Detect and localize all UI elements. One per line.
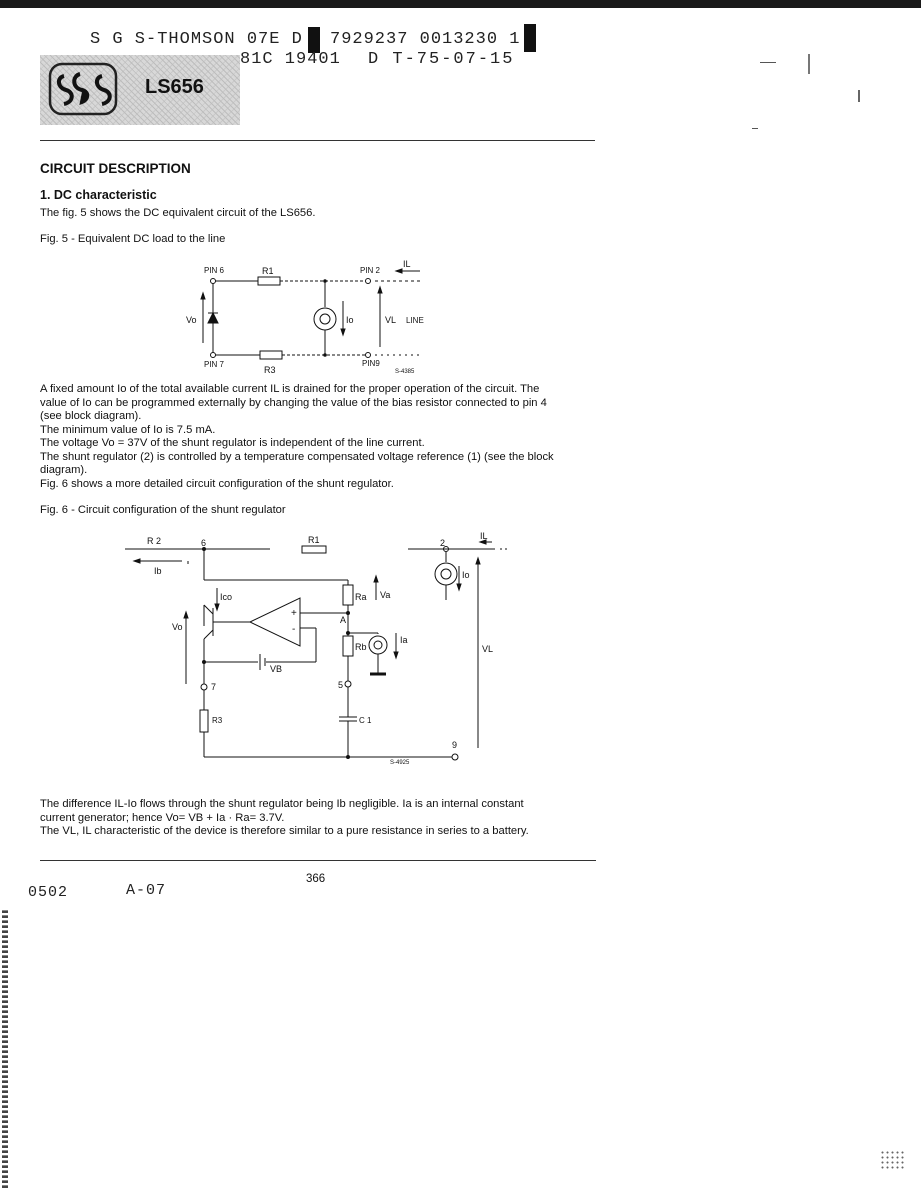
- footer-left-code: 0502: [28, 884, 69, 901]
- paragraph-1-line: value of Io can be programmed externally by changing the value of the bias resistor connected to pin 4: [40, 396, 547, 409]
- fig5-label-vo: Vo: [186, 315, 197, 325]
- scan-speck: [760, 62, 776, 63]
- fig5-label-r3: R3: [264, 365, 276, 375]
- subsection-title: 1. DC characteristic: [40, 188, 157, 202]
- fig6-label-r3: R3: [212, 716, 223, 725]
- footer-mid-code: A-07: [126, 882, 167, 899]
- scan-speck: [808, 54, 810, 74]
- paragraph-2: [40, 798, 529, 839]
- header-rule: [40, 140, 595, 141]
- fig6-label-vl: VL: [482, 644, 494, 654]
- fig5-label-r1: R1: [262, 266, 274, 276]
- fig6-caption: Fig. 6 - Circuit configuration of the shunt regulator: [40, 504, 286, 516]
- paragraph-1-line: The minimum value of Io is 7.5 mA.: [40, 423, 216, 436]
- fig6-label-c1: C 1: [359, 716, 372, 725]
- header-line1: S G S-THOMSON 07E D: [90, 30, 303, 49]
- fig5-label-pin6: PIN 6: [204, 266, 225, 275]
- fig5-label-pin7: PIN 7: [204, 360, 225, 369]
- section-title: CIRCUIT DESCRIPTION: [40, 161, 191, 176]
- header-line1-codes: 7929237 0013230 1: [330, 30, 521, 49]
- scan-speck: [752, 128, 758, 129]
- fig6-label-io: Io: [462, 570, 470, 580]
- fig6-label-ref: S-4925: [390, 760, 410, 766]
- redaction-bar-right: [524, 24, 536, 52]
- fig6-label-node-a: A: [340, 615, 347, 625]
- paragraph-1: [40, 383, 554, 491]
- fig6-label-va: Va: [380, 590, 391, 600]
- header-line2-code: 81C 19401: [240, 50, 341, 69]
- fig5-label-il: IL: [403, 259, 411, 269]
- fig5-label-ref: S-4385: [395, 369, 415, 375]
- paragraph-1-line: (see block diagram).: [40, 410, 142, 422]
- fig5-label-io: Io: [346, 315, 354, 325]
- fig6-label-n2: 2: [440, 538, 446, 548]
- fig6-label-n9: 9: [452, 740, 458, 750]
- paragraph-2-line: current generator; hence Vo= VB + Ia · Ra= 3.7V.: [40, 811, 285, 824]
- fig5-label-pin9: PIN9: [362, 359, 380, 368]
- fig6-label-ra: Ra: [355, 592, 367, 602]
- fig6-label-ib: Ib: [154, 566, 162, 576]
- paragraph-1-line: The voltage Vo = 37V of the shunt regulator is independent of the line current.: [40, 437, 425, 449]
- logo-name: LS656: [145, 76, 204, 98]
- fig6-label-ia: Ia: [400, 635, 408, 645]
- paragraph-1-line: Fig. 6 shows a more detailed circuit configuration of the shunt regulator.: [40, 477, 394, 490]
- paragraph-2-line: The VL, IL characteristic of the device is therefore similar to a pure resistance in series to a battery.: [40, 825, 529, 837]
- paragraph-2-line: The difference IL-Io flows through the shunt regulator being Ib negligible. Ia is an internal constant: [40, 798, 524, 810]
- fig6-circuit-diagram: [120, 530, 520, 770]
- fig6-label-vb: VB: [270, 664, 283, 674]
- page-number: 366: [306, 873, 326, 885]
- fig6-label-r1: R1: [308, 535, 320, 545]
- fig6-label-r2: R 2: [147, 536, 162, 546]
- fig6-label-n7: 7: [211, 682, 217, 692]
- fig5-label-vl: VL: [385, 315, 397, 325]
- paragraph-1-line: A fixed amount Io of the total available current IL is drained for the proper operation of the circuit. The: [40, 383, 540, 395]
- fig6-label-minus: -: [292, 624, 296, 635]
- header-line2-ref: D T-75-07-15: [368, 50, 515, 69]
- fig5-caption: Fig. 5 - Equivalent DC load to the line: [40, 233, 226, 245]
- scan-edge-strip: [2, 910, 8, 1188]
- scan-speck: [880, 1150, 904, 1170]
- fig6-label-ico: Ico: [220, 592, 233, 602]
- fig5-label-pin2: PIN 2: [360, 266, 381, 275]
- fig6-label-rb: Rb: [355, 642, 367, 652]
- intro-text: The fig. 5 shows the DC equivalent circuit of the LS656.: [40, 207, 316, 219]
- sgs-logo-icon: [48, 62, 118, 116]
- fig6-label-vo: Vo: [172, 622, 183, 632]
- fig6-label-plus: +: [291, 608, 297, 619]
- fig6-label-n5: 5: [338, 680, 344, 690]
- fig5-label-line: LINE: [406, 316, 424, 325]
- paragraph-1-line: diagram).: [40, 464, 88, 476]
- paragraph-1-line: The shunt regulator (2) is controlled by a temperature compensated voltage reference (1) (see the block: [40, 450, 554, 463]
- footer-rule: [40, 860, 596, 861]
- fig6-label-il: IL: [480, 531, 488, 541]
- scan-top-bar: [0, 0, 921, 8]
- fig6-label-n6: 6: [201, 538, 207, 548]
- scan-speck: [858, 90, 860, 102]
- fig5-circuit-diagram: [180, 255, 440, 380]
